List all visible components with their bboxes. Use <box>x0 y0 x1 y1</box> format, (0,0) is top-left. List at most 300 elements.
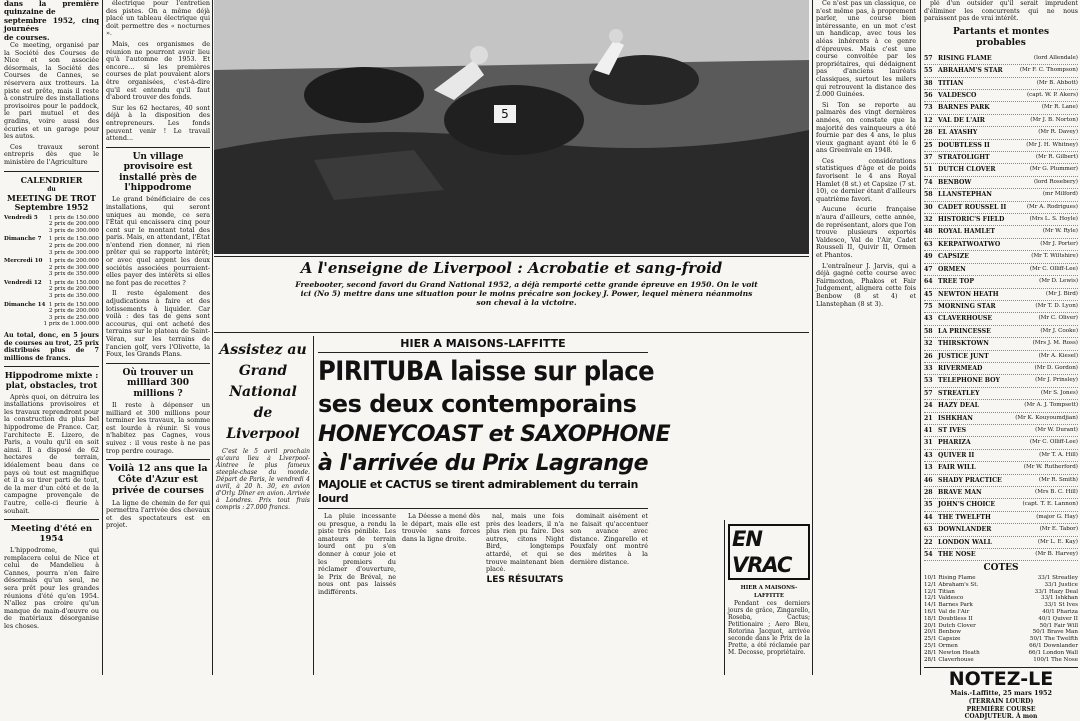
partant-row <box>924 65 1078 77</box>
partant-row <box>924 512 1078 524</box>
caption-title: A l'enseigne de Liverpool : Acrobatie et sang-froid <box>300 259 723 277</box>
partant-number: 31 <box>924 439 933 447</box>
column-rule <box>313 336 314 675</box>
partant-number: 64 <box>924 278 933 286</box>
calendar-day-label: Vendredi 12 <box>4 279 42 286</box>
calendar-prize: 1 prix de 150.000 <box>48 236 99 243</box>
cote-entry: 40/1 Phariza <box>1042 609 1078 616</box>
partant-number: 28 <box>924 129 933 137</box>
notez-sub3: PREMIÈRE COURSE <box>966 705 1036 713</box>
right-text-1: Ce n'est pas un classique, ce n'est même pas, à proprement parler, une course bien intéressante, en un mot c'est un handicap, avec tous les aléas inhérents à ce genre d'épreuves. Mais c'est une course convoitée par les propriétaires, qui dédaignent pas d'anciens lauréats classiques, surtout les milers qui retrouvent la distance des 2.000 Guinées. <box>816 0 916 99</box>
calendar-row <box>4 286 99 293</box>
intro-lead <box>4 0 99 42</box>
partant-number: 46 <box>924 476 933 484</box>
partant-owner: (Mr A. Rodrigues) <box>1026 203 1078 210</box>
partant-row <box>924 226 1078 238</box>
maisons-headline-2: ses deux contemporains <box>318 390 637 418</box>
partant-row <box>924 276 1078 288</box>
partants-title-line: probables <box>976 37 1026 48</box>
calendar-prize: 2 prix de 200.000 <box>48 242 99 249</box>
partant-row <box>924 425 1078 437</box>
calendar-title-line: Septembre 1952 <box>14 201 89 212</box>
calendar-title-line: MEETING DE TROT <box>6 192 97 203</box>
cote-entry: 18/1 Doubtless II <box>924 615 973 622</box>
calendar-day <box>4 215 99 235</box>
svg-text:5: 5 <box>501 107 509 121</box>
partant-number: 33 <box>924 364 933 372</box>
partant-owner: (Mr J. H. Whitney) <box>1026 141 1078 148</box>
partant-row <box>924 375 1078 387</box>
gn-title-line: de Liverpool <box>226 405 300 442</box>
partant-row <box>924 388 1078 400</box>
partant-owner: (Mr D. Lewis) <box>1039 278 1078 285</box>
partant-row <box>924 462 1078 474</box>
partant-horse: DOUBTLESS II <box>938 141 990 149</box>
partant-number: 45 <box>924 290 933 298</box>
partant-horse: LLANSTEPHAN <box>938 191 992 199</box>
cote-entry: 50/1 Fair Will <box>1039 622 1078 629</box>
partant-row <box>924 400 1078 412</box>
partant-horse: THE NOSE <box>938 551 976 559</box>
right-text-3: Ces considérations statistiques d'âge et de poids favorisent le 4 ans Royal Hamlet (8 st.) et Capsize (7 st. 10), ce dernier étant d'ailleurs quatrième favori. <box>816 156 916 203</box>
partant-row <box>924 537 1078 549</box>
hippodrome-heading: Hippodrome mixte : plat, obstacles, trot <box>4 370 99 390</box>
maisons-headline-4: à l'arrivée du Prix Lagrange <box>318 451 649 476</box>
partant-owner: (Mr J. Prinsley) <box>1035 377 1078 384</box>
partant-owner: (Mr J. Cooke) <box>1040 327 1078 334</box>
partant-number: 56 <box>924 92 933 99</box>
partant-horse: JOHN'S CHOICE <box>938 501 996 509</box>
notez-title: NOTEZ-LE <box>948 668 1054 691</box>
partant-number: 44 <box>924 513 933 521</box>
calendar-prize: 3 prix de 250.000 <box>48 314 99 321</box>
maisons-text-c: nal, mais une fois près des leaders, il n'a plus rien pu faire. Des autres, citons Night Bird, longtemps attardé, et qui se trouve maintenant bien placé. <box>486 512 564 574</box>
calendar-row <box>4 315 99 322</box>
partant-row <box>924 115 1078 127</box>
partant-horse: CLAVERHOUSE <box>938 315 993 323</box>
partant-owner: (Mr T. D. Lyon) <box>1035 302 1078 309</box>
calendar-row <box>4 308 99 315</box>
partant-owner: (Mr C. Oliver) <box>1038 315 1078 322</box>
race-photo <box>214 0 809 254</box>
calendar-prize: 3 prix de 350.000 <box>48 271 99 278</box>
partant-row <box>924 549 1078 561</box>
col2-text-2: Mais, ces organismes de réunion ne pourront avoir lieu qu'à l'automne de 1953. Et encore... si les premières courses de plat pouvaient alors être organisées, c'est-à-dire qu'il est entendu qu'il faut d'abord trouver des fonds. <box>106 39 210 102</box>
partant-row <box>924 437 1078 449</box>
cote-row <box>924 636 1078 643</box>
partant-horse: VALDESCO <box>938 92 977 99</box>
intro-line: de courses. <box>4 32 50 42</box>
partant-horse: RIVERMEAD <box>938 364 983 372</box>
partant-owner: (Mr R. Gilbert) <box>1035 154 1078 161</box>
calendar-row <box>4 236 99 243</box>
cote-entry: 28/1 Newton Heath <box>924 649 980 656</box>
partant-horse: ST IVES <box>938 426 967 434</box>
partant-horse: BARNES PARK <box>938 104 990 112</box>
calendar-prize: 1 prix de 150.000 <box>48 301 99 308</box>
en-vrac-title: EN VRAC <box>728 524 810 580</box>
partant-number: 35 <box>924 501 933 509</box>
second-column <box>106 0 210 675</box>
grand-national-column <box>216 336 310 675</box>
village-heading: Un village provisoire est installé près de l'hippodrome <box>119 151 197 193</box>
partant-horse: THIRSKTOWN <box>938 340 989 348</box>
calendar-day-label: Vendredi 5 <box>4 214 38 221</box>
partant-horse: TITIAN <box>938 79 964 87</box>
cote-entry: 16/1 Val de l'Air <box>924 609 970 616</box>
calendar-row <box>4 302 99 309</box>
partant-owner: (Mrs L. S. Hoyle) <box>1029 216 1078 223</box>
cote-entry: 33/1 St Ives <box>1044 602 1078 609</box>
partants-list <box>924 53 1078 562</box>
partant-row <box>924 251 1078 263</box>
cote-entry: 10/1 Rising Flame <box>924 575 976 582</box>
partant-number: 13 <box>924 464 933 472</box>
partant-horse: HAZY DEAL <box>938 402 979 410</box>
calendar-prize: 2 prix de 200.000 <box>48 221 99 228</box>
partant-number: 32 <box>924 340 933 348</box>
maisons-subhead: MAJOLIE et CACTUS se tirent admirablement du terrain lourd <box>318 478 648 509</box>
partant-owner: (mr Milford) <box>1042 191 1078 198</box>
maisons-col-d <box>570 513 648 600</box>
partant-horse: DOWNLANDER <box>938 526 992 534</box>
calendar-row <box>4 215 99 222</box>
partant-row <box>924 313 1078 325</box>
intro-line: septembre 1952, cinq journées <box>4 15 99 34</box>
intro-paragraph-2: Ces travaux seront entrepris dès que le ministère de l'Agriculture <box>4 142 99 166</box>
calendar-row <box>4 228 99 235</box>
cote-entry: 12/1 Titian <box>924 588 955 595</box>
col2-text-3: Sur les 62 hectares, 40 sont déjà à la disposition des entrepreneurs. Les fonds peuvent venir ! Le travail attend... <box>106 103 210 143</box>
partant-number: 58 <box>924 191 933 199</box>
partant-number: 32 <box>924 216 933 224</box>
partant-row <box>924 53 1078 65</box>
partant-number: 26 <box>924 352 933 360</box>
cotes-list <box>924 575 1078 663</box>
partant-number: 43 <box>924 315 933 323</box>
partant-number: 74 <box>924 178 933 186</box>
partant-horse: BENBOW <box>938 178 972 186</box>
partant-row <box>924 78 1078 90</box>
calendar-title-line: CALENDRIER <box>20 174 83 185</box>
partant-horse: PHARIZA <box>938 439 971 447</box>
partant-owner: (major G. Hay) <box>1036 513 1078 520</box>
partant-row <box>924 475 1078 487</box>
partant-number: 49 <box>924 253 933 261</box>
divider <box>106 363 210 364</box>
partant-owner: (Mr J. B. Norton) <box>1030 116 1078 123</box>
calendar-total: Au total, donc, en 5 jours de courses au trot, 25 prix distribués plus de 7 millions de francs. <box>4 331 99 362</box>
hippodrome-text: Après quoi, on détruira les installations provisoires et les travaux reprendront pour la construction du plus bel hippodrome de France. Car, l'architecte E. Lizero, de Paris, a voulu qu'il en soit ainsi. Il a disposé de 62 hectares de terrain, idéalement beau dans ce pays où tout est magnifique et il a su tirer parti de tout, de la mer d'un côté et de la campagne provençale de l'autre, celle-ci fleurie à souhait. <box>4 392 99 515</box>
results-label: LES RÉSULTATS <box>486 574 564 585</box>
calendar-prize: 2 prix de 200.000 <box>48 286 99 293</box>
partant-number: 21 <box>924 414 933 422</box>
column-rule <box>812 0 813 675</box>
cote-row <box>924 629 1078 636</box>
partant-number: 51 <box>924 166 933 174</box>
en-vrac-kicker: HIER A MAISONS-LAFFITTE <box>740 585 798 599</box>
cote-entry: 28/1 Claverhouse <box>924 656 974 663</box>
partant-number: 63 <box>924 240 933 248</box>
partant-number: 63 <box>924 526 933 534</box>
partant-owner: (Mr R. Davey) <box>1038 129 1078 136</box>
partant-number: 24 <box>924 402 933 410</box>
cote-entry: 100/1 The Nose <box>1033 656 1078 663</box>
partants-title <box>924 27 1078 49</box>
cote-row <box>924 650 1078 657</box>
cote-entry: 33/1 Hazy Deal <box>1034 588 1078 595</box>
partant-row <box>924 338 1078 350</box>
partants-intro: plé d'un outsider qu'il serait imprudent d'éliminer les concurrents qui ne nous paraissent pas de vrai intérêt. <box>924 0 1078 23</box>
calendar-row <box>4 321 99 328</box>
calendar-prize: 3 prix de 300.000 <box>48 227 99 234</box>
maisons-col-a <box>318 513 396 600</box>
partant-owner: (Mr W. Ryle) <box>1042 228 1078 235</box>
calendar-day-label: Dimanche 7 <box>4 236 42 243</box>
partant-horse: VAL DE L'AIR <box>938 116 985 124</box>
cote-row <box>924 575 1078 582</box>
partant-number: 57 <box>924 389 933 397</box>
calendar-row <box>4 258 99 265</box>
maisons-kicker: HIER A MAISONS-LAFFITTE <box>318 336 648 353</box>
partant-row <box>924 413 1078 425</box>
calendar-table <box>4 215 99 329</box>
maisons-headline-1: PIRITUBA laisse sur place <box>318 356 655 387</box>
maisons-text-d: dominait aisément et ne faisait qu'accentuer son avance avec distance. Zingarello et Pouxfaly ont montré des mérites à la dernière distance. <box>570 512 648 566</box>
milliard-heading: Où trouver un milliard 300 millions ? <box>122 367 194 399</box>
partant-owner: (Mr R. Lane) <box>1041 104 1078 111</box>
partant-row <box>924 127 1078 139</box>
partant-owner: (Mrs J. M. Ross) <box>1032 340 1078 347</box>
right-text-4: Aucune écurie française n'aura d'ailleurs, cette année, de représentant, alors que l'on trouve plusieurs exportés Valdesco, Val de l'Air, Cadet Rousseli II, Quivir II, Ormen et Phantos. <box>816 205 916 259</box>
partant-row <box>924 351 1078 363</box>
calendar-prize: 1 prix de 1.000.000 <box>43 321 99 328</box>
cote-row <box>924 623 1078 630</box>
partant-number: 53 <box>924 377 933 385</box>
partant-number: 57 <box>924 54 933 62</box>
right-text-2: Si Ton se reporte au palmarès des vingt dernières années, on constate que la majorité des vainqueurs a été fournie par des 4 ans, le plus vieux gagnant ayant été le 6 ans Greenvale en 1948. <box>816 100 916 155</box>
en-vrac-text: Pendant ces derniers jours de grâce, Zingarello, Roseba, Cactus; Petitionaire ; Aero Bleu, Rotorina Jacquot, arrivée seconde dans le Prix de la Prette, a été réclamée par M. Decosse, propriétaire. <box>728 600 810 656</box>
village-text-2: Il reste également des adjudications à faire et des lotissements à liquider. Car voilà : des tas de gens sont accourus, qui ont acheté des terrains sur le plateau de Saint-Véran, sur les terrains de l'ancien golf, vers l'Olivette, la Foux, les Grands Plans. <box>106 289 210 359</box>
partant-horse: FAIR WILL <box>938 464 976 472</box>
village-text: Le grand bénéficiaire de ces installations, qui seront uniques au monde, ce sera l'État qui encaissera cinq pour cent sur le montant total des paris. Mais, en attendant, l'État n'entend rien donner, ni rien prêter qui se rapporte intérêt; or avec quel argent les deux sociétés associées pourraient-elles payer des intérêts si elles ne font pas de recettes ? <box>106 195 210 287</box>
column-rule <box>920 0 921 675</box>
partant-number: 38 <box>924 79 933 87</box>
partant-horse: EL AYASHY <box>938 129 978 137</box>
partant-number: 55 <box>924 67 933 75</box>
calendar-row <box>4 280 99 287</box>
divider <box>4 366 99 367</box>
partants-title-line: Partants et montes <box>952 26 1050 37</box>
calendar-row <box>4 293 99 300</box>
calendar-prize: 3 prix de 300.000 <box>48 249 99 256</box>
partant-owner: (lord Allendale) <box>1033 54 1078 61</box>
divider <box>106 147 210 148</box>
calendar-day <box>4 302 99 328</box>
partant-horse: TELEPHONE BOY <box>938 377 1000 385</box>
steeplechase-image <box>214 0 809 254</box>
partant-horse: QUIVER II <box>938 451 975 459</box>
cote-row <box>924 643 1078 650</box>
maisons-headline-3: HONEYCOAST et SAXOPHONE <box>318 422 671 447</box>
calendar-row <box>4 271 99 278</box>
partant-horse: DUTCH CLOVER <box>938 166 996 174</box>
partant-row <box>924 177 1078 189</box>
partant-number: 41 <box>924 426 933 434</box>
partant-number: 43 <box>924 451 933 459</box>
calendar-prize: 2 prix de 300.000 <box>48 264 99 271</box>
partant-owner: (capt. W. P. Akers) <box>1026 92 1078 98</box>
meeting-text: L'hippodrome, qui remplacera celui de Nice et celui de Mandelieu à Cannes, pourra n'en faire désormais qu'un seul, ne sera prêt pour les grandes réunions d'été qu'en 1954. N'allez pas croire qu'un manque de main-d'œuvre ou de matériaux désorganise les choses. <box>4 546 99 631</box>
partant-number: 25 <box>924 141 933 149</box>
cote-row <box>924 657 1078 664</box>
intro-paragraph: Ce meeting, organisé par la Société des Courses de Nice et son associée désormais, la Société des Courses de Cannes, se réservera aux trotteurs. La piste est prête, mais il reste à construire des installations provisoires pour le paddock, le pari mutuel et des gradins, voire aussi des écuries et un garage pour les autos. <box>4 41 99 141</box>
partant-horse: KERPATWOATWO <box>938 240 1001 248</box>
partant-owner: (Mr J. Bird) <box>1045 290 1078 297</box>
photo-caption <box>214 258 809 328</box>
cote-entry: 12/1 Abraham's St. <box>924 581 979 588</box>
partant-horse: SHADY PRACTICE <box>938 476 1002 484</box>
partant-row <box>924 152 1078 164</box>
column-rule <box>212 0 213 675</box>
calendar-day-label: Mercredi 10 <box>4 258 43 265</box>
partant-horse: JUSTICE JUNT <box>938 352 989 360</box>
partant-horse: RISING FLAME <box>938 54 992 62</box>
cote-entry: 33/1 Justice <box>1044 581 1078 588</box>
meeting-heading: Meeting d'été en 1954 <box>10 524 93 545</box>
partant-number: 47 <box>924 265 933 273</box>
calendar-prize: 3 prix de 350.000 <box>48 293 99 300</box>
partant-horse: STREATLEY <box>938 389 980 397</box>
divider <box>4 171 99 172</box>
cote-entry: 20/1 Benbow <box>924 629 962 636</box>
partant-number: 30 <box>924 203 933 211</box>
partant-row <box>924 301 1078 313</box>
cote-entry: 50/1 The Twelfth <box>1029 636 1078 643</box>
partant-owner: (Mr W. Durant) <box>1035 426 1078 433</box>
partant-number: 73 <box>924 104 933 112</box>
partant-row <box>924 499 1078 511</box>
partant-owner: (Mr C. Olliff-Lee) <box>1029 439 1078 446</box>
partant-number: 28 <box>924 489 933 496</box>
cote-entry: 66/1 London Wall <box>1028 649 1078 656</box>
partant-row <box>924 363 1078 375</box>
partant-number: 75 <box>924 302 933 310</box>
partant-horse: CADET ROUSSEL II <box>938 203 1007 211</box>
left-column <box>4 0 99 675</box>
calendar-row <box>4 250 99 257</box>
partant-row <box>924 264 1078 276</box>
partant-horse: NEWTON HEATH <box>938 290 999 298</box>
partant-row <box>924 90 1078 102</box>
partant-row <box>924 524 1078 536</box>
intro-line: dans la première quinzaine de <box>4 0 99 17</box>
calendar-day <box>4 236 99 256</box>
milliard-text: Il reste à dépenser un milliard et 300 millions pour terminer les travaux, la somme est lourde à réunir. Si vous n'habitez pas Cagnes, vous suivez : il vous reste à ne pas trop perdre courage. <box>106 401 210 455</box>
partant-owner: (capt. T. E. Lannon) <box>1022 501 1078 508</box>
partant-owner: (lord Rosebery) <box>1033 178 1078 185</box>
cote-row <box>924 589 1078 596</box>
partant-owner: (Mr B. Harvey) <box>1035 551 1078 558</box>
partant-number: 22 <box>924 538 933 546</box>
column-rule <box>724 520 725 675</box>
notez-sub4: COADJUTEUR. À mon <box>964 713 1038 721</box>
partant-number: 54 <box>924 551 933 559</box>
cote-entry: 14/1 Barnes Park <box>924 602 973 609</box>
maisons-text-b: La Déesse a mené dès le départ, mais elle est trouvée sans forces dans la ligne droite. <box>402 512 480 543</box>
partant-horse: CAPSIZE <box>938 253 969 261</box>
maisons-col-b <box>402 513 480 600</box>
divider <box>4 519 99 520</box>
dozen-heading: Voilà 12 ans que la Côte d'Azur est privée de courses <box>108 463 208 496</box>
notez-sub2: (TERRAIN LOURD) <box>968 697 1034 705</box>
partant-row <box>924 450 1078 462</box>
partant-owner: (Mr J. Porter) <box>1040 240 1078 247</box>
column-rule <box>102 0 103 675</box>
partant-row <box>924 189 1078 201</box>
calendar-title-line: du <box>47 185 56 193</box>
calendar-day <box>4 258 99 278</box>
partant-owner: (Mr R. Smith) <box>1038 476 1078 483</box>
partant-owner: (Mr A. J. Tompsett) <box>1024 402 1078 409</box>
notez-le-box <box>924 667 1078 720</box>
col2-text-1: électrique pour l'entretien des pistes. On a même déjà placé un tableau électrique qui doit permettre des « nocturnes ». <box>106 0 210 38</box>
partant-owner: (Mr W. Rutherford) <box>1023 464 1078 471</box>
partant-horse: LA PRINCESSE <box>938 327 991 335</box>
partant-owner: (Mr S. Jones) <box>1040 389 1078 396</box>
partant-horse: MORNING STAR <box>938 302 996 310</box>
calendar-prize: 1 prix de 150.000 <box>48 214 99 221</box>
calendar-prize: 1 prix de 150.000 <box>48 279 99 286</box>
calendar-prize: 2 prix de 200.000 <box>48 308 99 315</box>
calendar-row <box>4 265 99 272</box>
divider <box>106 459 210 460</box>
grand-national-title <box>216 340 310 445</box>
partant-owner: (Mr L. E. Kay) <box>1037 538 1078 545</box>
partant-number: 58 <box>924 327 933 335</box>
partant-horse: ISHKHAN <box>938 414 973 422</box>
partant-horse: ORMEN <box>938 265 966 273</box>
en-vrac-box <box>728 524 810 675</box>
partant-row <box>924 487 1078 499</box>
photo-rule <box>214 256 809 257</box>
partant-owner: (Mr T. Wiltshire) <box>1031 253 1078 260</box>
calendar-title <box>4 176 99 212</box>
right-text-5: L'entraîneur J. Jarvis, qui a déjà gagné cette course avec Fairmoxton, Phakos et Fair Judgement, alignera cette fois Benbow (8 st 4) et Llanstephan (8 st 3). <box>816 261 916 308</box>
partant-owner: (Mr A. Kiesel) <box>1038 352 1078 359</box>
partant-owner: (Mr C. Olliff-Lee) <box>1029 265 1078 272</box>
gn-title-line: Grand National <box>229 363 297 400</box>
cote-entry: 33/1 Streatley <box>1037 575 1078 582</box>
partant-owner: (Mr D. Gordon) <box>1034 364 1078 371</box>
cote-entry: 25/1 Ormen <box>924 643 958 649</box>
calendar-row <box>4 221 99 228</box>
cote-entry: 66/1 Downlander <box>1029 643 1078 649</box>
cote-entry: 12/1 Valdesco <box>924 595 964 602</box>
partant-row <box>924 289 1078 301</box>
cote-entry: 40/1 Quiver II <box>1038 615 1078 622</box>
cote-row <box>924 595 1078 602</box>
partant-horse: THE TWELFTH <box>938 513 991 521</box>
partant-row <box>924 164 1078 176</box>
cote-entry: 33/1 Ishkhan <box>1041 595 1078 602</box>
partant-horse: LONDON WALL <box>938 538 993 546</box>
caption-text: Freebooter, second favori du Grand National 1952, a déjà remporté cette grande épreuve en 1950. On le voit ici (No 5) mettre dans une situation pour le moins précaire son jockey J. Power, lequel mènera néanmoins son cheval à la victoire. <box>295 280 758 308</box>
grand-national-text: C'est le 5 avril prochain qu'aura lieu à Liverpool-Aintree le plus fameux steeple-chase du monde. Départ de Paris, le vendredi 4 avril, à 20 h. 30, en avion d'Orly. Dîner en avion. Arrivée à Londres. Prix tout frais compris : 27.000 francs. <box>216 448 310 511</box>
notez-sub: Mais.-Laffitte, 25 mars 1952 <box>950 689 1052 698</box>
cote-row <box>924 582 1078 589</box>
partant-owner: (Mr G. Plummer) <box>1029 166 1078 173</box>
